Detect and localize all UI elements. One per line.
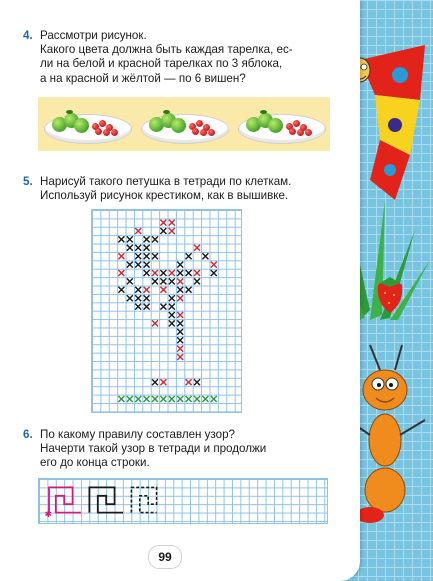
stitch-cross [169, 295, 175, 301]
stitch-cross [135, 287, 141, 293]
stitch-cross [160, 304, 166, 310]
stitch-cross [160, 228, 166, 234]
task-number: 5. [23, 175, 33, 188]
stitch-cross [144, 287, 150, 293]
stitch-cross [152, 320, 158, 326]
stitch-cross [127, 278, 133, 284]
task-text-line: а на красной и жёлтой — по 6 вишен? [40, 71, 246, 85]
task-number: 4. [23, 29, 33, 42]
task-6 [23, 428, 267, 471]
rooster-cross-stitch-grid [91, 209, 242, 413]
stitch-cross [194, 278, 200, 284]
stitch-cross [169, 228, 175, 234]
stitch-cross [160, 270, 166, 276]
stitch-cross [144, 253, 150, 259]
cherry-icon [103, 129, 110, 136]
stitch-cross [160, 278, 166, 284]
task-number: 6. [23, 428, 33, 441]
stitch-cross [118, 253, 124, 259]
leaf-icon [163, 110, 170, 114]
plates-illustration [38, 97, 330, 151]
task-text-line: По какому правилу составлен узор? [40, 428, 235, 441]
apple-icon [268, 118, 283, 133]
stitch-cross [127, 236, 133, 242]
stitch-cross [169, 304, 175, 310]
cherry-icon [297, 129, 304, 136]
stitch-cross [144, 236, 150, 242]
rooster-cross-stitch [92, 210, 241, 412]
stitch-cross [186, 287, 192, 293]
stitch-cross [177, 320, 183, 326]
cherry-icon [196, 120, 203, 127]
stitch-cross [194, 379, 200, 385]
leaf-icon [66, 110, 73, 114]
stitch-cross [186, 253, 192, 259]
stitch-cross [202, 396, 208, 402]
stitch-cross [135, 262, 141, 268]
stitch-cross [177, 287, 183, 293]
stitch-cross [194, 245, 200, 251]
page-number: 99 [148, 545, 182, 569]
stitch-cross [144, 245, 150, 251]
stitch-cross [169, 312, 175, 318]
pattern-element-dashed [131, 487, 156, 512]
stitch-cross [169, 220, 175, 226]
stitch-cross [135, 295, 141, 301]
stitch-cross [169, 270, 175, 276]
cherry-icon [111, 129, 118, 136]
pattern-element-pink [49, 487, 81, 512]
stitch-cross [194, 396, 200, 402]
pattern-element-black [89, 487, 123, 512]
stitch-cross [144, 262, 150, 268]
apple-icon [74, 118, 89, 133]
stitch-cross [152, 270, 158, 276]
stitch-cross [169, 278, 175, 284]
task-text-line: Начерти такой узор в тетради и продолжи [40, 442, 267, 456]
stitch-cross [177, 312, 183, 318]
task-text-line: его до конца строки. [40, 456, 150, 470]
stitch-cross [202, 253, 208, 259]
task-text-line: Используй рисунок крестиком, как в вышивке. [40, 189, 289, 203]
stitch-cross [144, 304, 150, 310]
stitch-cross [177, 329, 183, 335]
stitch-cross [152, 379, 158, 385]
stitch-cross [135, 245, 141, 251]
task-text-line: Нарисуй такого петушка в тетради по клеткам. [40, 175, 292, 188]
stitch-cross [169, 320, 175, 326]
stitch-cross [144, 295, 150, 301]
stitch-cross [127, 396, 133, 402]
stitch-cross [118, 287, 124, 293]
stitch-cross [177, 278, 183, 284]
task-text-line: Рассмотри рисунок. [40, 29, 147, 42]
stitch-cross [177, 337, 183, 343]
stitch-cross [144, 396, 150, 402]
task-4 [23, 29, 293, 86]
stitch-cross [160, 287, 166, 293]
task-5 [23, 175, 292, 203]
leaf-icon [260, 110, 267, 114]
stitch-cross [135, 396, 141, 402]
cherry-icon [99, 120, 106, 127]
stitch-cross [135, 253, 141, 259]
cherry-icon [293, 120, 300, 127]
cherry-icon [289, 128, 296, 135]
stitch-cross [135, 304, 141, 310]
cherry-icon [200, 129, 207, 136]
strawberry-illustration [370, 275, 410, 315]
stitch-cross [127, 262, 133, 268]
stitch-cross [135, 228, 141, 234]
stitch-cross [211, 396, 217, 402]
stitch-cross [186, 270, 192, 276]
stitch-cross [152, 236, 158, 242]
stitch-cross [211, 270, 217, 276]
pattern-drawing [39, 479, 327, 523]
stitch-cross [194, 270, 200, 276]
cherry-icon [95, 128, 102, 135]
apple-icon [171, 118, 186, 133]
stitch-cross [186, 379, 192, 385]
stitch-cross [118, 396, 124, 402]
stitch-cross [177, 270, 183, 276]
stitch-cross [144, 270, 150, 276]
stitch-cross [177, 346, 183, 352]
stitch-cross [160, 379, 166, 385]
stitch-cross [118, 236, 124, 242]
stitch-cross [211, 262, 217, 268]
stitch-cross [160, 220, 166, 226]
stitch-cross [177, 396, 183, 402]
stitch-cross [127, 295, 133, 301]
task-text-line: ли на белой и красной тарелках по 3 яблока, [40, 57, 283, 71]
stitch-cross [118, 270, 124, 276]
stitch-cross [152, 278, 158, 284]
stitch-cross [186, 396, 192, 402]
stitch-cross [169, 396, 175, 402]
cherry-icon [305, 129, 312, 136]
stitch-cross [160, 396, 166, 402]
pattern-grid [38, 478, 328, 524]
stitch-cross [177, 262, 183, 268]
stitch-cross [127, 245, 133, 251]
stitch-cross [177, 295, 183, 301]
start-star-icon: ✱ [44, 509, 53, 519]
task-text-line: Какого цвета должна быть каждая тарелка, ес- [40, 43, 293, 57]
stitch-cross [177, 354, 183, 360]
cherry-icon [208, 129, 215, 136]
stitch-cross [152, 253, 158, 259]
cherry-icon [192, 128, 199, 135]
stitch-cross [152, 396, 158, 402]
